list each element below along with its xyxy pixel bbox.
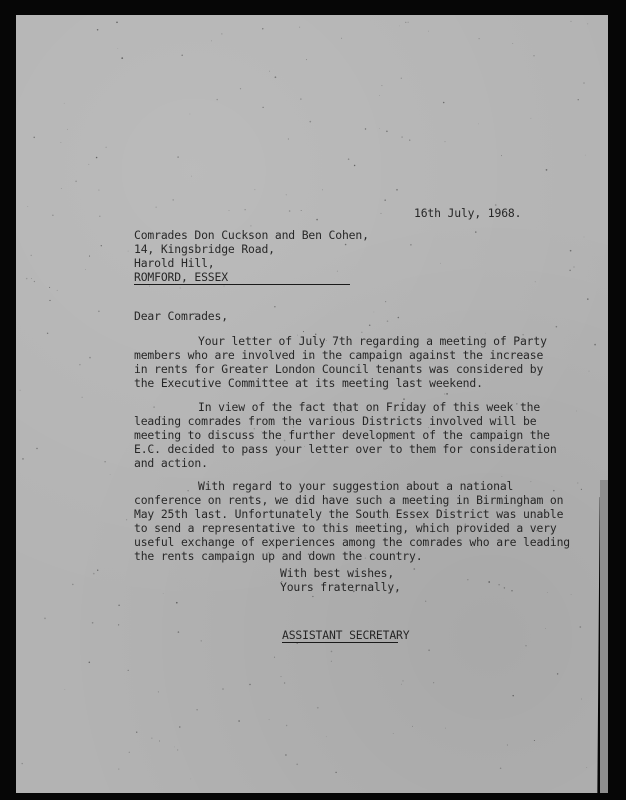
- speckle: [579, 626, 581, 628]
- speckle: [121, 57, 123, 59]
- speckle: [149, 286, 150, 287]
- speckle: [31, 255, 32, 256]
- speckle: [190, 779, 191, 780]
- speckle: [403, 680, 404, 681]
- speckle: [409, 139, 410, 140]
- speckle: [380, 213, 381, 214]
- speckle: [72, 584, 74, 586]
- speckle: [386, 130, 388, 132]
- speckle: [201, 640, 202, 641]
- speckle: [553, 490, 555, 492]
- speckle: [445, 728, 446, 729]
- speckle: [545, 628, 546, 629]
- speckle: [269, 71, 270, 72]
- speckle: [288, 138, 289, 139]
- speckle: [354, 165, 355, 166]
- speckle: [533, 55, 534, 56]
- speckle: [547, 592, 548, 593]
- speckle: [116, 22, 118, 24]
- speckle: [229, 210, 230, 211]
- speckle: [26, 278, 27, 279]
- speckle: [511, 590, 512, 591]
- speckle: [61, 142, 62, 143]
- speckle: [289, 210, 291, 212]
- speckle: [224, 286, 225, 287]
- speckle: [303, 331, 304, 332]
- speckle: [158, 691, 159, 692]
- speckle: [535, 281, 536, 282]
- speckle: [118, 605, 120, 607]
- speckle: [286, 194, 287, 195]
- speckle: [587, 298, 588, 299]
- speckle: [92, 622, 94, 624]
- speckle: [576, 411, 577, 412]
- speckle: [274, 306, 275, 307]
- speckle: [361, 332, 362, 333]
- speckle: [22, 458, 24, 460]
- speckle: [379, 95, 380, 96]
- speckle: [286, 725, 287, 726]
- closing-fraternally: Yours fraternally,: [280, 580, 401, 594]
- speckle: [245, 209, 246, 210]
- speckle: [179, 726, 180, 727]
- closing-wishes: With best wishes,: [280, 566, 395, 580]
- speckle: [501, 155, 502, 156]
- speckle: [583, 82, 585, 84]
- addressee-locality: Harold Hill,: [134, 256, 215, 270]
- speckle: [587, 24, 588, 25]
- speckle: [581, 699, 582, 700]
- speckle: [106, 147, 107, 148]
- speckle: [61, 188, 62, 189]
- speckle: [467, 579, 468, 580]
- speckle: [176, 602, 178, 604]
- speckle: [475, 231, 476, 232]
- speckle: [337, 271, 338, 272]
- speckle: [300, 99, 301, 100]
- speckle: [374, 312, 375, 313]
- speckle: [445, 141, 446, 142]
- speckle: [312, 596, 313, 597]
- speckle: [301, 210, 302, 211]
- speckle: [159, 741, 160, 742]
- speckle: [401, 136, 402, 137]
- speckle: [191, 176, 192, 177]
- speckle: [75, 181, 77, 183]
- paragraph-line: May 25th last. Unfortunately the South Essex District was unable: [134, 507, 564, 521]
- speckle: [33, 137, 34, 138]
- speckle: [269, 719, 270, 720]
- speckle: [317, 707, 319, 709]
- speckle: [275, 76, 277, 78]
- speckle: [98, 190, 99, 191]
- addressee-name: Comrades Don Cuckson and Ben Cohen,: [134, 228, 369, 242]
- speckle: [97, 29, 99, 31]
- speckle: [79, 364, 81, 366]
- speckle: [89, 256, 90, 257]
- speckle: [316, 219, 318, 221]
- paragraph-line: meeting to discuss the further development of the campaign the: [134, 428, 550, 442]
- speckle: [507, 744, 508, 745]
- speckle: [440, 263, 441, 264]
- speckle: [34, 281, 35, 282]
- speckle: [174, 747, 175, 748]
- speckle: [573, 266, 574, 267]
- speckle: [254, 189, 255, 190]
- speckle: [410, 244, 412, 246]
- paragraph-line: members who are involved in the campaign against the increase: [134, 348, 544, 362]
- speckle: [331, 651, 333, 653]
- paragraph-line: With regard to your suggestion about a national: [198, 479, 514, 493]
- speckle: [498, 584, 499, 585]
- paragraph-line: the Executive Committee at its meeting last weekend.: [134, 376, 483, 390]
- speckle: [177, 749, 178, 750]
- paragraph-line: and action.: [134, 456, 208, 470]
- speckle: [479, 38, 480, 39]
- speckle: [64, 689, 65, 690]
- speckle: [22, 763, 23, 764]
- speckle: [88, 164, 89, 165]
- speckle: [556, 326, 558, 328]
- signature-title: ASSISTANT SECRETARY: [282, 628, 410, 642]
- speckle: [369, 325, 371, 327]
- letter-date: 16th July, 1968.: [414, 206, 522, 220]
- speckle: [512, 695, 514, 697]
- speckle: [196, 709, 197, 710]
- speckle: [581, 489, 582, 490]
- speckle: [211, 41, 212, 42]
- speckle: [488, 581, 490, 583]
- speckle: [586, 767, 587, 768]
- speckle: [222, 688, 224, 690]
- speckle: [101, 245, 102, 246]
- paragraph-line: to send a representative to this meeting, which provided a very: [134, 521, 557, 535]
- speckle: [408, 22, 409, 23]
- speckle: [401, 684, 402, 685]
- speckle: [531, 481, 532, 482]
- speckle: [99, 216, 100, 217]
- paragraph-line: in rents for Greater London Council tenants was considered by: [134, 362, 544, 376]
- speckle: [97, 570, 98, 571]
- speckle: [221, 33, 222, 34]
- speckle: [381, 85, 382, 86]
- speckle: [478, 124, 479, 125]
- speckle: [504, 587, 505, 588]
- speckle: [348, 158, 350, 160]
- speckle: [181, 55, 183, 57]
- speckle: [57, 290, 58, 291]
- speckle: [534, 740, 535, 741]
- speckle: [89, 662, 91, 664]
- speckle: [584, 237, 585, 238]
- speckle: [585, 155, 586, 156]
- paragraph-line: In view of the fact that on Friday of this week the: [198, 400, 541, 414]
- speckle: [525, 645, 526, 646]
- speckle: [216, 99, 217, 100]
- speckle: [531, 118, 532, 119]
- paragraph-line: the rents campaign up and down the country.: [134, 549, 423, 563]
- speckle: [405, 22, 406, 23]
- speckle: [425, 601, 426, 602]
- speckle: [345, 244, 347, 246]
- speckle: [322, 190, 323, 191]
- speckle: [117, 48, 118, 49]
- speckle: [428, 649, 430, 651]
- speckle: [126, 519, 127, 520]
- speckle: [187, 490, 188, 491]
- speckle: [571, 594, 572, 595]
- speckle: [27, 206, 28, 207]
- speckle: [433, 682, 434, 683]
- speckle: [262, 107, 263, 108]
- speckle: [557, 673, 559, 675]
- address-underline: [134, 284, 350, 285]
- speckle: [412, 726, 413, 727]
- speckle: [502, 476, 503, 477]
- speckle: [589, 371, 590, 372]
- speckle: [104, 461, 105, 462]
- speckle: [399, 26, 400, 27]
- speckle: [306, 59, 307, 60]
- paragraph-line: conference on rents, we did have such a meeting in Birmingham on: [134, 493, 564, 507]
- speckle: [331, 661, 332, 662]
- speckle: [341, 38, 342, 39]
- speckle: [385, 301, 386, 302]
- speckle: [172, 199, 174, 201]
- speckle: [52, 215, 53, 216]
- speckle: [36, 448, 37, 449]
- speckle: [594, 344, 596, 346]
- speckle: [546, 169, 548, 171]
- speckle: [151, 738, 152, 739]
- speckle: [384, 199, 386, 201]
- speckle: [577, 483, 578, 484]
- speckle: [578, 99, 579, 100]
- speckle: [512, 43, 513, 44]
- speckle: [296, 763, 298, 765]
- speckle: [190, 114, 191, 115]
- signature-underline: [282, 642, 398, 643]
- paragraph-line: Your letter of July 7th regarding a meeting of Party: [198, 334, 547, 348]
- speckle: [443, 102, 445, 104]
- speckle: [128, 251, 129, 252]
- speckle: [393, 733, 394, 734]
- salutation: Dear Comrades,: [134, 309, 228, 323]
- speckle: [262, 28, 263, 29]
- speckle: [31, 278, 32, 279]
- speckle: [398, 317, 400, 319]
- speckle: [569, 270, 570, 271]
- speckle: [128, 670, 129, 671]
- speckle: [326, 736, 327, 737]
- speckle: [285, 754, 287, 756]
- speckle: [387, 320, 389, 322]
- speckle: [428, 31, 429, 32]
- speckle: [44, 618, 46, 620]
- speckle: [156, 207, 157, 208]
- speckle: [274, 657, 275, 658]
- speckle: [49, 287, 50, 288]
- speckle: [284, 682, 285, 683]
- speckle: [396, 189, 398, 191]
- speckle: [571, 21, 572, 22]
- speckle: [129, 752, 130, 753]
- speckle: [365, 128, 366, 129]
- speckle: [89, 357, 91, 359]
- speckle: [280, 676, 281, 677]
- speckle: [82, 397, 83, 398]
- speckle: [47, 333, 48, 334]
- speckle: [67, 129, 68, 130]
- speckle: [118, 769, 119, 770]
- paragraph-line: E.C. decided to pass your letter over to them for consideration: [134, 442, 557, 456]
- speckle: [500, 767, 502, 769]
- speckle: [570, 250, 572, 252]
- speckle: [110, 474, 111, 475]
- speckle: [85, 269, 86, 270]
- speckle: [118, 624, 119, 625]
- speckle: [178, 631, 180, 633]
- speckle: [163, 593, 164, 594]
- speckle: [136, 732, 137, 733]
- addressee-town: ROMFORD, ESSEX: [134, 270, 228, 284]
- speckle: [413, 568, 415, 570]
- speckle: [379, 128, 380, 129]
- speckle: [249, 684, 250, 685]
- speckle: [335, 772, 336, 773]
- speckle: [299, 27, 300, 28]
- speckle: [49, 300, 50, 301]
- speckle: [240, 88, 241, 89]
- speckle: [98, 311, 100, 313]
- addressee-street: 14, Kingsbridge Road,: [134, 242, 275, 256]
- speckle: [153, 406, 155, 408]
- speckle: [446, 393, 448, 395]
- speckle: [444, 394, 445, 395]
- speckle: [20, 390, 21, 391]
- speckle: [96, 157, 98, 159]
- speckle: [177, 156, 179, 158]
- speckle: [180, 288, 181, 289]
- speckle: [250, 225, 251, 226]
- speckle: [309, 121, 311, 123]
- paragraph-line: useful exchange of experiences among the comrades who are leading: [134, 535, 571, 549]
- speckle: [401, 78, 402, 79]
- speckle: [64, 103, 65, 104]
- speckle: [93, 573, 95, 575]
- paragraph-line: leading comrades from the various Districts involved will be: [134, 414, 537, 428]
- speckle: [238, 720, 240, 722]
